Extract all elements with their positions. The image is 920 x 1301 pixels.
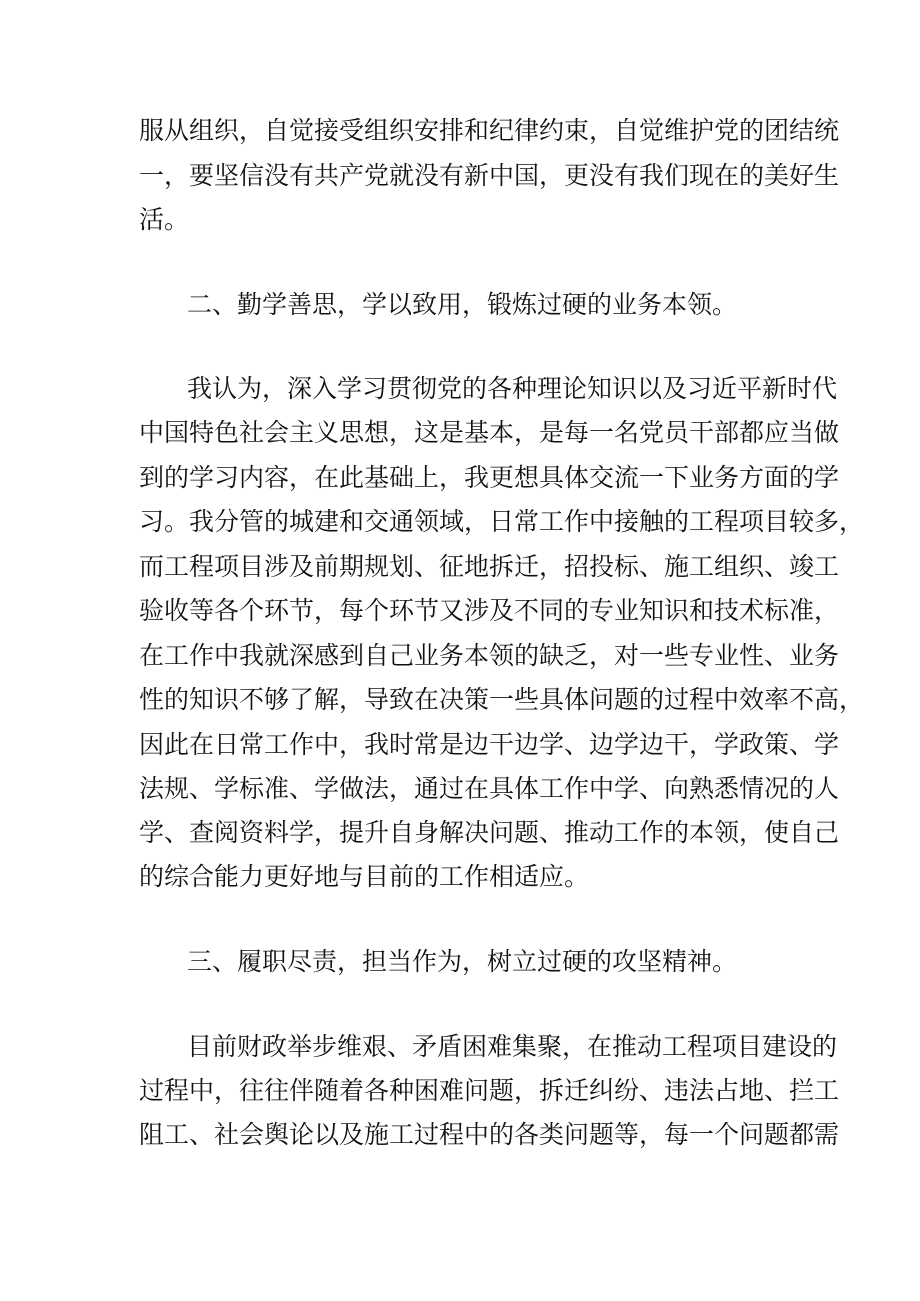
- text-line: 的综合能力更好地与目前的工作相适应。: [139, 862, 590, 891]
- text-line: 法规、学标准、学做法，通过在具体工作中学、向熟悉情况的人: [139, 774, 840, 803]
- text-line: 而工程项目涉及前期规划、征地拆迁，招投标、施工组织、竣工: [139, 552, 840, 581]
- text-line: 过程中，往往伴随着各种困难问题，拆迁纠纷、违法占地、拦工: [139, 1076, 840, 1105]
- text-line: 目前财政举步维艰、矛盾困难集聚，在推动工程项目建设的: [187, 1032, 838, 1061]
- text-line: 性的知识不够了解，导致在决策一些具体问题的过程中效率不高，: [139, 685, 865, 714]
- text-line: 在工作中我就深感到自己业务本领的缺乏，对一些专业性、业务: [139, 641, 840, 670]
- text-line: 中国特色社会主义思想，这是基本，是每一名党员干部都应当做: [139, 418, 840, 447]
- text-line: 到的学习内容，在此基础上，我更想具体交流一下业务方面的学: [139, 463, 840, 492]
- text-line: 我认为，深入学习贯彻党的各种理论知识以及习近平新时代: [187, 374, 838, 403]
- section-heading-2: 二、勤学善思，学以致用，锻炼过硬的业务本领。: [187, 290, 738, 319]
- text-line: 学、查阅资料学，提升自身解决问题、推动工作的本领，使自己: [139, 818, 840, 847]
- text-line: 服从组织，自觉接受组织安排和纪律约束，自觉维护党的团结统: [139, 116, 840, 145]
- text-line: 一，要坚信没有共产党就没有新中国，更没有我们现在的美好生: [139, 161, 840, 190]
- text-line: 因此在日常工作中，我时常是边干边学、边学边干，学政策、学: [139, 730, 840, 759]
- text-line: 验收等各个环节，每个环节又涉及不同的专业知识和技术标准，: [139, 596, 840, 625]
- text-line: 活。: [139, 205, 190, 234]
- text-line: 阻工、社会舆论以及施工过程中的各类问题等，每一个问题都需: [139, 1120, 840, 1149]
- text-line: 习。我分管的城建和交通领域，日常工作中接触的工程项目较多，: [139, 507, 865, 536]
- section-heading-3: 三、履职尽责，担当作为，树立过硬的攻坚精神。: [187, 947, 738, 976]
